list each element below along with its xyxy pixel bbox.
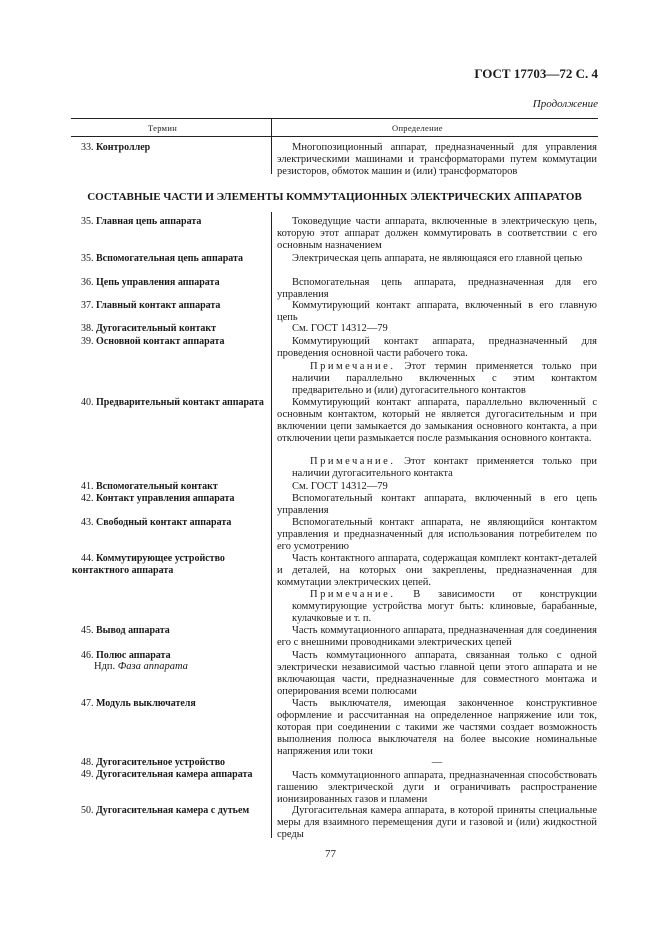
term-name: Контакт управления аппарата	[96, 493, 235, 504]
term-number: 35.	[81, 216, 94, 227]
column-header-definition: Определение	[392, 123, 443, 133]
term-number: 41.	[81, 481, 94, 492]
column-divider-lower	[271, 212, 272, 838]
term-name: Основной контакт аппарата	[96, 336, 225, 347]
term-number: 39.	[81, 336, 94, 347]
note-label: Примечание.	[310, 361, 396, 372]
term-definition: Часть коммутационного аппарата, связанная только с одной электрически независимой частью главной цепи этого аппарата и не включающая части, предназначенные для совместного монтажа и оперирования всеми полюсами	[277, 650, 597, 698]
term-definition: См. ГОСТ 14312—79	[292, 323, 388, 334]
term-definition: Часть контактного аппарата, содержащая комплект контакт-деталей и деталей, на которых они закреплены, предназначенная для коммутации электрических цепей.	[277, 553, 597, 589]
header-column-divider	[271, 118, 272, 136]
term-number: 38.	[81, 323, 94, 334]
term-definition: Вспомогательный контакт аппарата, включенный в его цепь управления	[277, 493, 597, 517]
term-name: Вспомогательная цепь аппарата	[96, 253, 244, 264]
term-name: Свободный контакт аппарата	[96, 517, 232, 528]
term-number: 40.	[81, 397, 94, 408]
term-definition: См. ГОСТ 14312—79	[292, 481, 388, 492]
term-definition: —	[431, 757, 443, 768]
term-definition: Коммутирующий контакт аппарата, параллельно включенный с основным контактом, который не является дугогасительным и при включении цепи замыкается до замыкания основного контакта, а при отключении цепи размыкается после размыкания основного контакта.	[277, 397, 597, 445]
term-name: Модуль выключателя	[96, 698, 196, 709]
term-name: Предварительный контакт аппарата	[96, 397, 264, 408]
term-number: 36.	[81, 277, 94, 288]
term-definition: Часть выключателя, имеющая законченное конструктивное оформление и рассчитанная на определенное напряжение или ток, которая при соединении с такими же частями создает возможность выполнения полюса выключателя на более высокие номинальные напряжения или токи	[277, 698, 597, 758]
term-name: Главный контакт аппарата	[96, 300, 221, 311]
term-note	[292, 361, 597, 397]
term-definition: Часть коммутационного аппарата, предназначенная для соединения его с внешними проводниками электрических цепей	[277, 625, 597, 649]
term-name: Дугогасительная камера с дутьем	[96, 805, 250, 816]
term-definition: Электрическая цепь аппарата, не являющаяся его главной цепью	[292, 253, 583, 264]
term-name: Дугогасительный контакт	[96, 323, 217, 334]
term-definition: Часть коммутационного аппарата, предназначенная способствовать гашению электрической дуги и ограничивать распространение ионизированных газов и пламени	[277, 770, 597, 806]
term-number: 37.	[81, 300, 94, 311]
deprecated-term: Фаза аппарата	[117, 661, 188, 672]
note-label: Примечание.	[310, 456, 396, 467]
term-number: 33.	[81, 142, 94, 153]
page-header-continuation: Продолжение	[532, 98, 598, 110]
term-definition: Токоведущие части аппарата, включенные в электрическую цепь, которую этот аппарат должен коммутировать в соответствии с его основным назначением	[277, 216, 597, 252]
page-header-standard: ГОСТ 17703—72 С. 4	[474, 66, 598, 81]
term-name: Полюс аппарата	[96, 650, 171, 661]
column-header-term: Термин	[148, 123, 178, 133]
term-number: 50.	[81, 805, 94, 816]
deprecated-label: Ндп.	[94, 661, 116, 672]
term-name: Коммутирующее устройство контактного аппарата	[72, 553, 225, 576]
term-name: Дугогасительная камера аппарата	[96, 769, 253, 780]
term-name: Вывод аппарата	[96, 625, 170, 636]
term-definition: Дугогасительная камера аппарата, в которой приняты специальные меры для взаимного перемещения дуги и газовой и (или) жидкостной среды	[277, 805, 597, 841]
term-definition: Коммутирующий контакт аппарата, включенный в его главную цепь	[277, 300, 597, 324]
table-top-rule	[71, 118, 598, 119]
term-number: 49.	[81, 769, 94, 780]
note-text: Этот термин применяется только при наличии параллельно включенных с этим контактом предварительно и (или) дугогасительного контактов	[292, 361, 598, 397]
term-number: 42.	[81, 493, 94, 504]
term-definition: Вспомогательная цепь аппарата, предназначенная для его управления	[277, 277, 597, 301]
term-definition: Коммутирующий контакт аппарата, предназначенный для проведения основной части рабочего тока.	[277, 336, 597, 360]
term-number: 46.	[81, 650, 94, 661]
section-title: СОСТАВНЫЕ ЧАСТИ И ЭЛЕМЕНТЫ КОММУТАЦИОННЫХ ЭЛЕКТРИЧЕСКИХ АППАРАТОВ	[87, 191, 582, 203]
page-number: 77	[325, 848, 336, 860]
term-name: Вспомогательный контакт	[96, 481, 218, 492]
table-header-rule	[71, 136, 598, 137]
term-name: Цепь управления аппарата	[96, 277, 220, 288]
term-note	[292, 589, 597, 625]
term-number: 47.	[81, 698, 94, 709]
note-text: В зависимости от конструкции коммутирующие устройства могут быть: клиновые, барабанные, кулачковые и т. п.	[292, 589, 597, 625]
term-name: Контроллер	[96, 142, 151, 153]
term-number: 45.	[81, 625, 94, 636]
term-number: 44.	[81, 553, 94, 564]
term-number: 48.	[81, 757, 94, 768]
column-divider-upper	[271, 136, 272, 174]
term-name: Главная цепь аппарата	[96, 216, 202, 227]
term-name: Дугогасительное устройство	[96, 757, 226, 768]
term-note	[292, 456, 597, 480]
note-label: Примечание.	[310, 589, 396, 600]
note-text: Этот контакт применяется только при наличии дугогасительного контакта	[292, 456, 597, 480]
term-definition: Многопозиционный аппарат, предназначенный для управления электрическими машинами и трансформаторами путем коммутации резисторов, обмоток машин и (или) трансформаторов	[277, 142, 597, 178]
term-number: 35.	[81, 253, 94, 264]
term-number: 43.	[81, 517, 94, 528]
term-definition: Вспомогательный контакт аппарата, не являющийся контактом управления и предназначенный для использования потребителем по его усмотрению	[277, 517, 597, 553]
